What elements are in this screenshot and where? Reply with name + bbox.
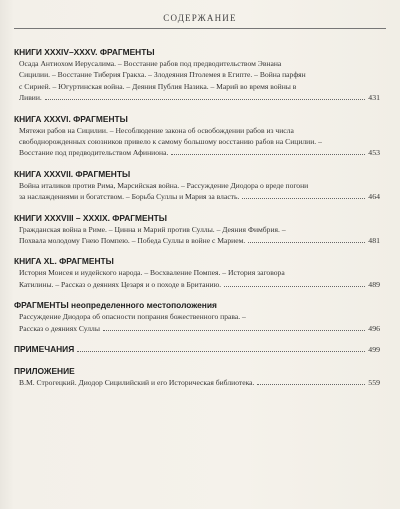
page-number: 481 bbox=[368, 236, 380, 246]
entry-text: Восстание под предводительством Афиниона. bbox=[19, 148, 169, 158]
page-number: 489 bbox=[368, 279, 380, 289]
section-title: ПРИМЕЧАНИЯ bbox=[14, 344, 75, 355]
dot-leader bbox=[103, 330, 365, 331]
page-number: 453 bbox=[368, 148, 380, 158]
dot-leader bbox=[248, 242, 365, 243]
section-description-line: Рассуждение Диодора об опасности попрания божественного права. – bbox=[19, 312, 246, 322]
toc-section bbox=[14, 46, 380, 104]
section-title[interactable]: КНИГА XL. ФРАГМЕНТЫ bbox=[14, 256, 114, 267]
toc-entry-last-line[interactable] bbox=[14, 377, 380, 388]
toc-section bbox=[14, 365, 380, 388]
page-number: 559 bbox=[368, 378, 380, 388]
dot-leader bbox=[224, 286, 365, 287]
toc-entry-last-line[interactable] bbox=[14, 147, 380, 158]
section-description-line: Осада Антиохом Иерусалима. – Восстание рабов под предводительством Эвнана bbox=[19, 59, 282, 68]
toc-entry-last-line[interactable] bbox=[14, 191, 380, 202]
section-description-line: с Сирией. – Югуртинская война. – Деяния Публия Назика. – Марий во время войны в bbox=[19, 81, 297, 91]
toc-section bbox=[14, 299, 380, 334]
toc-section bbox=[14, 168, 380, 203]
section-title[interactable]: КНИГИ XXXIV–XXXV. ФРАГМЕНТЫ bbox=[14, 47, 155, 57]
page-number: 464 bbox=[368, 192, 380, 202]
dot-leader bbox=[45, 99, 365, 100]
toc-entry-last-line[interactable] bbox=[14, 279, 380, 290]
toc-entry-last-line[interactable] bbox=[14, 92, 380, 103]
toc-section bbox=[14, 343, 380, 356]
section-title[interactable]: ФРАГМЕНТЫ неопределенного местоположения bbox=[14, 300, 217, 311]
header-rule bbox=[14, 28, 386, 29]
section-title[interactable]: КНИГА XXXVI. ФРАГМЕНТЫ bbox=[14, 113, 128, 124]
toc-section bbox=[14, 113, 380, 159]
section-title[interactable]: ПРИЛОЖЕНИЕ bbox=[14, 366, 75, 377]
toc-entry-last-line[interactable] bbox=[14, 235, 380, 246]
page-number: 496 bbox=[368, 323, 380, 333]
dot-leader bbox=[171, 154, 365, 155]
toc-entry-last-line[interactable] bbox=[14, 323, 380, 334]
section-description-line: Война италиков против Рима, Марсийская война. – Рассуждение Диодора о вреде погони bbox=[19, 180, 309, 190]
section-description-line: История Моисея и иудейского народа. – Восхваление Помпея. – История заговора bbox=[19, 268, 285, 278]
section-description-line: Мятежи рабов на Сицилии. – Несоблюдение закона об освобождении рабов из числа bbox=[19, 125, 294, 135]
section-description-line: Гражданская война в Риме. – Цинна и Марий против Суллы. – Деяния Фимбрия. – bbox=[19, 224, 286, 234]
toc-section bbox=[14, 212, 380, 247]
entry-text: за наслаждениями и богатством. – Борьба Суллы и Мария за власть. bbox=[19, 192, 240, 202]
toc-entry-title[interactable] bbox=[14, 343, 380, 356]
entry-text: Катилины. – Рассказ о деяниях Цезаря и о походе в Британию. bbox=[19, 279, 222, 289]
table-of-contents bbox=[14, 46, 380, 398]
page-header: СОДЕРЖАНИЕ bbox=[163, 13, 237, 23]
page-number: 499 bbox=[368, 345, 380, 355]
section-title[interactable]: КНИГА XXXVII. ФРАГМЕНТЫ bbox=[14, 168, 131, 179]
entry-text: В.М. Строгецкий. Диодор Сицилийский и его Историческая библиотека. bbox=[19, 378, 255, 388]
page-number: 431 bbox=[368, 93, 380, 103]
section-description-line: свободнорожденных союзников привело к самому большому восстанию рабов на Сицилии. – bbox=[19, 137, 322, 147]
entry-text: Похвала молодому Гнею Помпею. – Победа Суллы в войне с Марием. bbox=[19, 236, 246, 246]
dot-leader bbox=[242, 198, 365, 199]
dot-leader bbox=[77, 351, 365, 352]
entry-text: Рассказ о деяниях Суллы bbox=[19, 323, 100, 333]
dot-leader bbox=[257, 384, 365, 385]
toc-section bbox=[14, 255, 380, 290]
section-description-line: Сицилии. – Восстание Тиберия Гракха. – Злодеяния Птолемея в Египте. – Война парфян bbox=[19, 70, 306, 80]
entry-text: Ливии. bbox=[19, 93, 42, 103]
section-title[interactable]: КНИГИ XXXVIII – XXXIX. ФРАГМЕНТЫ bbox=[14, 212, 167, 223]
